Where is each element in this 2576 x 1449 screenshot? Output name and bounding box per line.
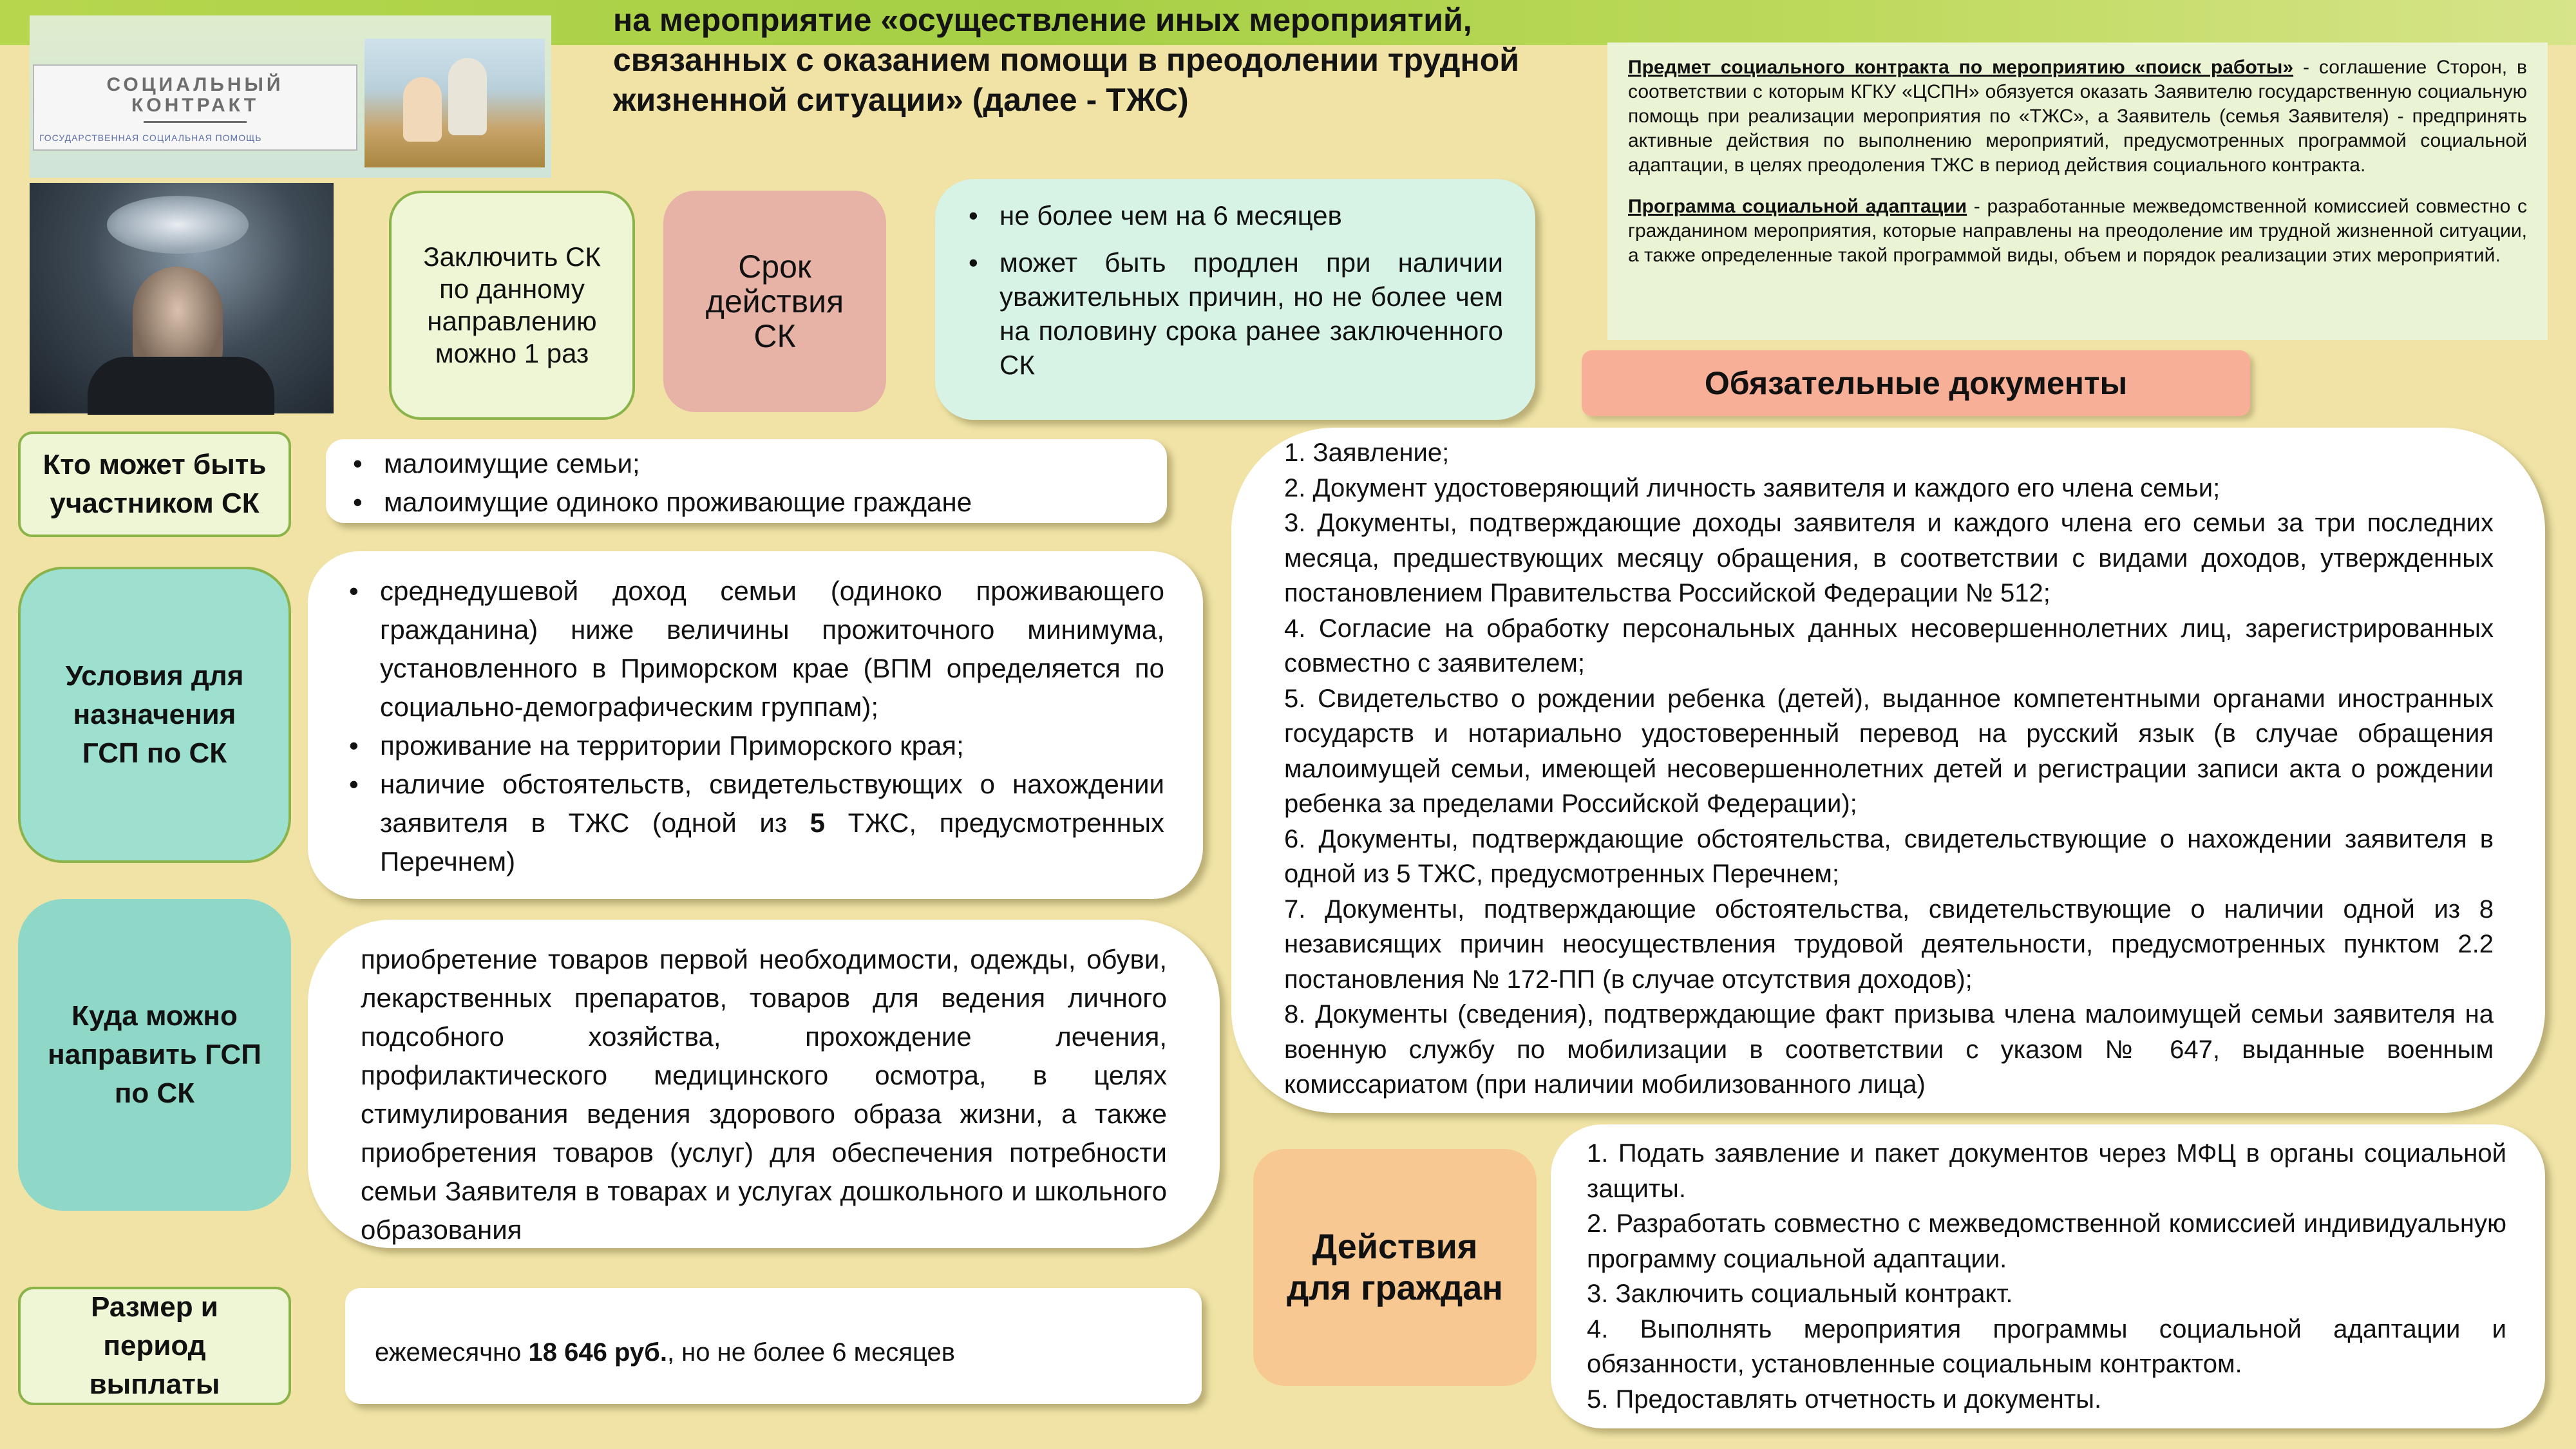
participants-list xyxy=(345,444,1148,522)
page-title: на мероприятие «осуществление иных мероприятий, связанных с оказанием помощи в преодолении трудной жизненной ситуации» (далее - ТЖС) xyxy=(613,2,1520,118)
documents-box xyxy=(1231,428,2545,1113)
list-item: • малоимущие семьи; xyxy=(345,444,1148,483)
list-item: • малоимущие одиноко проживающие граждане xyxy=(345,483,1148,522)
list-item xyxy=(341,765,1164,881)
usage-box xyxy=(308,920,1220,1248)
condition-count: 5 xyxy=(810,808,826,838)
actions-label: Действия для граждан xyxy=(1287,1227,1503,1307)
once-box-text: Заключить СК по данному направлению можно 1 раз xyxy=(423,242,601,368)
term-label-box xyxy=(663,191,886,412)
logo-card xyxy=(33,64,357,151)
usage-label-box xyxy=(18,899,291,1211)
action-item: 3. Заключить социальный контракт. xyxy=(1587,1280,2013,1308)
usage-label: Куда можно направить ГСП по СК xyxy=(48,1000,261,1109)
document-item: 3. Документы, подтверждающие доходы заявителя и каждого члена его семьи за три последних месяца, предшествующих месяцу обращения, в соответствии с видами доходов, утвержденных постановлением Правительства Российской Федерации № 512; xyxy=(1284,509,2494,607)
document-item: 2. Документ удостоверяющий личность заявителя и каждого его члена семьи; xyxy=(1284,473,2221,502)
person-figure xyxy=(403,77,442,142)
person-figure xyxy=(448,58,487,135)
logo-title: СОЦИАЛЬНЫЙ КОНТРАКТ xyxy=(106,74,284,116)
actions-box xyxy=(1551,1124,2545,1428)
action-item: 1. Подать заявление и пакет документов через МФЦ в органы социальной защиты. xyxy=(1587,1139,2506,1203)
conditions-label: Условия для назначения ГСП по СК xyxy=(65,660,244,769)
participants-label: Кто может быть участником СК xyxy=(43,449,267,519)
payment-box xyxy=(345,1288,1202,1404)
person-body xyxy=(88,357,274,415)
definitions-box xyxy=(1607,43,2548,340)
participants-box xyxy=(326,439,1167,523)
payment-amount: 18 646 руб. xyxy=(528,1338,667,1367)
payment-label-box xyxy=(18,1287,291,1405)
list-item: • проживание на территории Приморского края; xyxy=(341,726,1164,765)
actions-label-box xyxy=(1253,1149,1537,1386)
social-contract-logo xyxy=(30,15,551,178)
usage-text: приобретение товаров первой необходимости, одежды, обуви, лекарственных препаратов, товаров для ведения личного подсобного хозяйства, прохождение лечения, профилактического медицинского осмотра, в целях стимулирования ведения здорового образа жизни, а также приобретения товаров (услуг) для обеспечения потребности семьи Заявителя в товарах и услугах дошкольного и школьного образования xyxy=(361,944,1167,1245)
logo-subtitle: ГОСУДАРСТВЕННАЯ СОЦИАЛЬНАЯ ПОМОЩЬ xyxy=(39,133,262,143)
payment-label: Размер и период выплаты xyxy=(89,1291,220,1400)
conditions-list xyxy=(341,572,1164,881)
subject-text: - соглашение Сторон, в соответствии с которым КГКУ «ЦСПН» обязуется оказать Заявителю государственную социальную помощь при реализации мероприятия по «ТЖС», а Заявитель (семья Заявителя) - предпринять активные действия по выполнению мероприятий, предусмотренных программой социальной адаптации, в целях преодоления ТЖС в период действия социального контракта. xyxy=(1628,57,2527,176)
document-item: 8. Документы (сведения), подтверждающие факт призыва члена малоимущей семьи заявителя на военную службу по мобилизации в соответствии с указом № 647, выданные военным комиссариатом (при наличии мобилизованного лица) xyxy=(1284,1000,2494,1099)
list-item: • не более чем на 6 месяцев xyxy=(961,198,1503,232)
action-item: 5. Предоставлять отчетность и документы. xyxy=(1587,1385,2102,1414)
list-item: • может быть продлен при наличии уважительных причин, но не более чем на половину срока ранее заключенного СК xyxy=(961,245,1503,382)
term-list xyxy=(961,198,1503,382)
couple-photo xyxy=(365,39,545,167)
term-content-box xyxy=(935,179,1535,420)
payment-text xyxy=(375,1333,955,1372)
conditions-box xyxy=(308,551,1203,899)
payment-suffix: , но не более 6 месяцев xyxy=(667,1338,956,1367)
document-item: 6. Документы, подтверждающие обстоятельства, свидетельствующие о нахождении заявителя в одной из 5 ТЖС, предусмотренных Перечнем; xyxy=(1284,824,2494,888)
action-item: 2. Разработать совместно с межведомственной комиссией индивидуальную программу социальной адаптации. xyxy=(1587,1209,2506,1273)
term-label: Срок действия СК xyxy=(705,249,844,354)
once-box xyxy=(389,191,635,420)
program-text: - разработанные межведомственной комиссией совместно с гражданином мероприятия, которые направлены на преодоление им трудной жизненной ситуации, а также определенные такой программой виды, объем и порядок реализации этих мероприятий. xyxy=(1628,196,2528,266)
documents-title-box xyxy=(1582,350,2250,416)
subject-term: Предмет социального контракта по мероприятию «поиск работы» xyxy=(1628,57,2294,78)
payment-prefix: ежемесячно xyxy=(375,1338,529,1367)
logo-arrow-icon xyxy=(144,121,247,123)
stressed-woman-photo xyxy=(30,183,334,413)
conditions-label-box xyxy=(18,567,291,863)
action-item: 4. Выполнять мероприятия программы социальной адаптации и обязанности, установленные социальным контрактом. xyxy=(1587,1314,2506,1378)
document-item: 7. Документы, подтверждающие обстоятельства, свидетельствующие о наличии одной из 8 независящих причин неосуществления трудовой деятельности, предусмотренных пунктом 2.2 постановления № 172-ПП (в случае отсутствия доходов); xyxy=(1284,895,2494,994)
participants-label-box xyxy=(18,431,291,537)
program-term: Программа социальной адаптации xyxy=(1628,196,1967,217)
list-item: • среднедушевой доход семьи (одиноко проживающего гражданина) ниже величины прожиточного минимума, установленного в Приморском крае (ВПМ определяется по социально-демографическим группам); xyxy=(341,572,1164,726)
document-item: 4. Согласие на обработку персональных данных несовершеннолетних лиц, зарегистрированных совместно с заявителем; xyxy=(1284,614,2494,677)
condition-text-start: наличие обстоятельств, свидетельствующих о нахождении заявителя в ТЖС (одной из xyxy=(380,769,1164,838)
storm-cloud xyxy=(107,196,249,254)
documents-title: Обязательные документы xyxy=(1704,365,2128,401)
condition-text-end: ТЖС, предусмотренных Перечнем) xyxy=(380,808,1165,876)
document-item: 1. Заявление; xyxy=(1284,439,1450,467)
document-item: 5. Свидетельство о рождении ребенка (детей), выданное компетентными органами иностранных государств и нотариально удостоверенный перевод на русский язык (в случае обращения малоимущей семьи, имеющей несовершеннолетних детей и регистрации записи акта о рождении ребенка за пределами Российской Федерации); xyxy=(1284,684,2494,818)
